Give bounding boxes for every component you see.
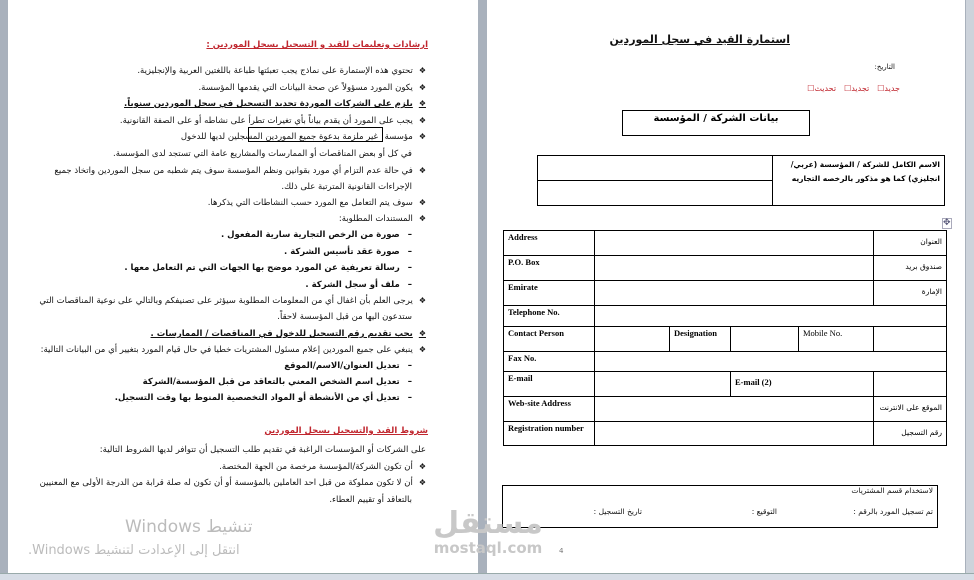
list-item: ❖ أن لا تكون مملوكة من قبل احد العاملين بالمؤسسة أو أن تكون له صلة قرابة من الدرجة الأولى مع المعنيين: [40, 478, 426, 488]
company-name-label: الاسم الكامل للشركة / المؤسسة (عربي/ انجليزي) كما هو مذكور بالرخصه التجاريه: [772, 155, 945, 206]
procurement-office-box: [502, 485, 938, 528]
website-label-ar: الموقع على الانترنت: [873, 396, 947, 422]
list-item: ❖ يرجى العلم بأن اغفال أي من المعلومات المطلوبة سيؤثر على تصنيفكم وبالتالي على نوعية المناقصات التي: [39, 296, 426, 306]
address-field[interactable]: [594, 230, 874, 256]
page-number: 4: [559, 547, 564, 555]
fax-label: Fax No.: [503, 351, 595, 372]
fax-field[interactable]: [594, 351, 947, 372]
list-item: – رسالة تعريفية عن المورد موضح بها الجهات التي تم التعامل معها .: [124, 263, 412, 273]
list-item-cont: في كل أو بعض المناقصات أو الممارسات والمشاريع عامة التي تستجد لدى المؤسسة.: [113, 149, 412, 159]
mobile-field[interactable]: [873, 326, 947, 352]
mobile-label: Mobile No.: [798, 326, 874, 352]
list-item-cont: الإجراءات القانونية المترتبة على ذلك.: [281, 182, 412, 192]
list-item: ❖ في حالة عدم التزام أي مورد بقوانين ونظم المؤسسة سوف يتم شطبه من سجل الموردين واتخاذ جميع: [54, 166, 426, 176]
status-checkboxes: [807, 84, 900, 93]
table-move-handle-icon[interactable]: ✥: [943, 218, 951, 228]
website-field[interactable]: [594, 396, 874, 422]
email-field[interactable]: [594, 371, 731, 397]
designation-label: Designation: [669, 326, 731, 352]
office-box-title: لاستخدام قسم المشتريات: [851, 486, 933, 495]
list-item: ❖ أن تكون الشركة/المؤسسة مرخصة من الجهة المختصة.: [219, 462, 426, 472]
conditions-title: شروط القيد والتسجيل بسجل الموردين: [264, 426, 428, 436]
checkbox-new[interactable]: جديد☐: [877, 84, 900, 93]
registration-field[interactable]: [594, 421, 874, 446]
signature-label: التوقيع :: [751, 507, 777, 516]
list-item: ❖ يلزم على الشركات الموردة تجديد التسجيل في سجل الموردين سنوياً.: [124, 99, 426, 109]
address-label-ar: العنوان: [873, 230, 947, 256]
list-item: – تعديل اسم الشخص المعني بالتعاقد من قبل المؤسسة/الشركة: [143, 377, 412, 387]
contact-person-field[interactable]: [594, 326, 670, 352]
telephone-field[interactable]: [594, 305, 947, 327]
emirate-label-ar: الإمارة: [873, 280, 947, 306]
website-label: Web-site Address: [503, 396, 595, 422]
designation-field[interactable]: [730, 326, 799, 352]
left-page: [8, 0, 478, 573]
emirate-label: Emirate: [503, 280, 595, 306]
list-item: ❖ مؤسسة: [385, 132, 426, 142]
vertical-scrollbar[interactable]: [966, 0, 974, 573]
mostaql-logo: مستقل mostaql.com: [433, 506, 543, 557]
list-item-cont: ستدعون اليها من قبل المؤسسة لاحقاً.: [277, 312, 412, 322]
list-item: – تعديل العنوان/الاسم/الموقع: [284, 361, 412, 371]
list-item: ❖ سوف يتم التعامل مع المورد حسب النشاطات التي يذكرها.: [208, 198, 426, 208]
registration-label: Registration number: [503, 421, 595, 446]
section-title: بيانات الشركة / المؤسسة: [622, 110, 810, 136]
po-box-field[interactable]: [594, 255, 874, 281]
instructions-title: ارشادات وتعليمات للقيد و التسجيل بسجل الموردين :: [206, 40, 428, 50]
email2-label: E-mail (2): [730, 371, 874, 397]
po-box-label-ar: صندوق بريد: [873, 255, 947, 281]
windows-activation-hint: انتقل إلى الإعدادت لتنشيط Windows.: [28, 543, 240, 558]
right-page: [487, 0, 965, 573]
registered-number-label: تم تسجيل المورد بالرقم :: [853, 507, 933, 516]
email2-field[interactable]: [873, 371, 947, 397]
list-item: – ملف أو سجل الشركة .: [305, 280, 412, 290]
company-name-ar-field[interactable]: [537, 155, 773, 181]
registration-label-ar: رقم التسجيل: [873, 421, 947, 446]
list-item-cont: بالتعاقد أو تقييم العطاء.: [329, 495, 412, 505]
list-item: ❖ يجب على المورد أن يقدم بياناً بأي تغيرات تطرأ على نشاطه أو على الصفة القانونية.: [120, 116, 426, 126]
registration-date-label: تاريخ التسجيل :: [593, 507, 642, 516]
list-item: ❖ يجب تقديم رقم التسجيل للدخول في المناقصات / الممارسات .: [151, 329, 426, 339]
form-title: استمارة القيد في سجل الموردين: [609, 33, 790, 46]
list-item: – صورة من الرخص التجارية سارية المفعول .: [221, 230, 412, 240]
checkbox-update[interactable]: تحديث☐: [807, 84, 837, 93]
telephone-label: Telephone No.: [503, 305, 595, 327]
po-box-label: P.O. Box: [503, 255, 595, 281]
list-item-cont: غير ملزمة بدعوة جميع الموردين المسجلين لديها للدخول: [180, 132, 378, 142]
list-item: ❖ تحتوي هذه الإستمارة على نماذج يجب تعبئتها طباعة باللغتين العربية والإنجليزية.: [137, 66, 426, 76]
contact-person-label: Contact Person: [503, 326, 595, 352]
paragraph: على الشركات أو المؤسسات الراغبة في تقديم طلب التسجيل أن تتوافر لديها الشروط التالية:: [99, 445, 426, 455]
status-bar: [0, 573, 974, 580]
email-label: E-mail: [503, 371, 595, 397]
address-label: Address: [503, 230, 595, 256]
list-item: ❖ ينبغي على جميع الموردين إعلام مسئول المشتريات خطيا في حال قيام المورد بتغيير أي من البيانات التالية:: [41, 345, 426, 355]
list-item: ❖ يكون المورد مسؤولاً عن صحة البيانات التي يقدمها المؤسسة.: [198, 83, 426, 93]
list-item: – صورة عقد تأسيس الشركة .: [284, 247, 412, 257]
list-item: – تعديل أي من الأنشطة أو المواد التخصصية المنوط بها وقت التسجيل.: [115, 393, 412, 403]
emirate-field[interactable]: [594, 280, 874, 306]
checkbox-renew[interactable]: تجديد☐: [844, 84, 870, 93]
date-label: التاريخ:: [874, 63, 895, 71]
windows-activation-title: تنشيط Windows: [125, 517, 253, 537]
company-name-en-field[interactable]: [537, 180, 773, 206]
list-item: ❖ المستندات المطلوبة:: [339, 214, 426, 224]
